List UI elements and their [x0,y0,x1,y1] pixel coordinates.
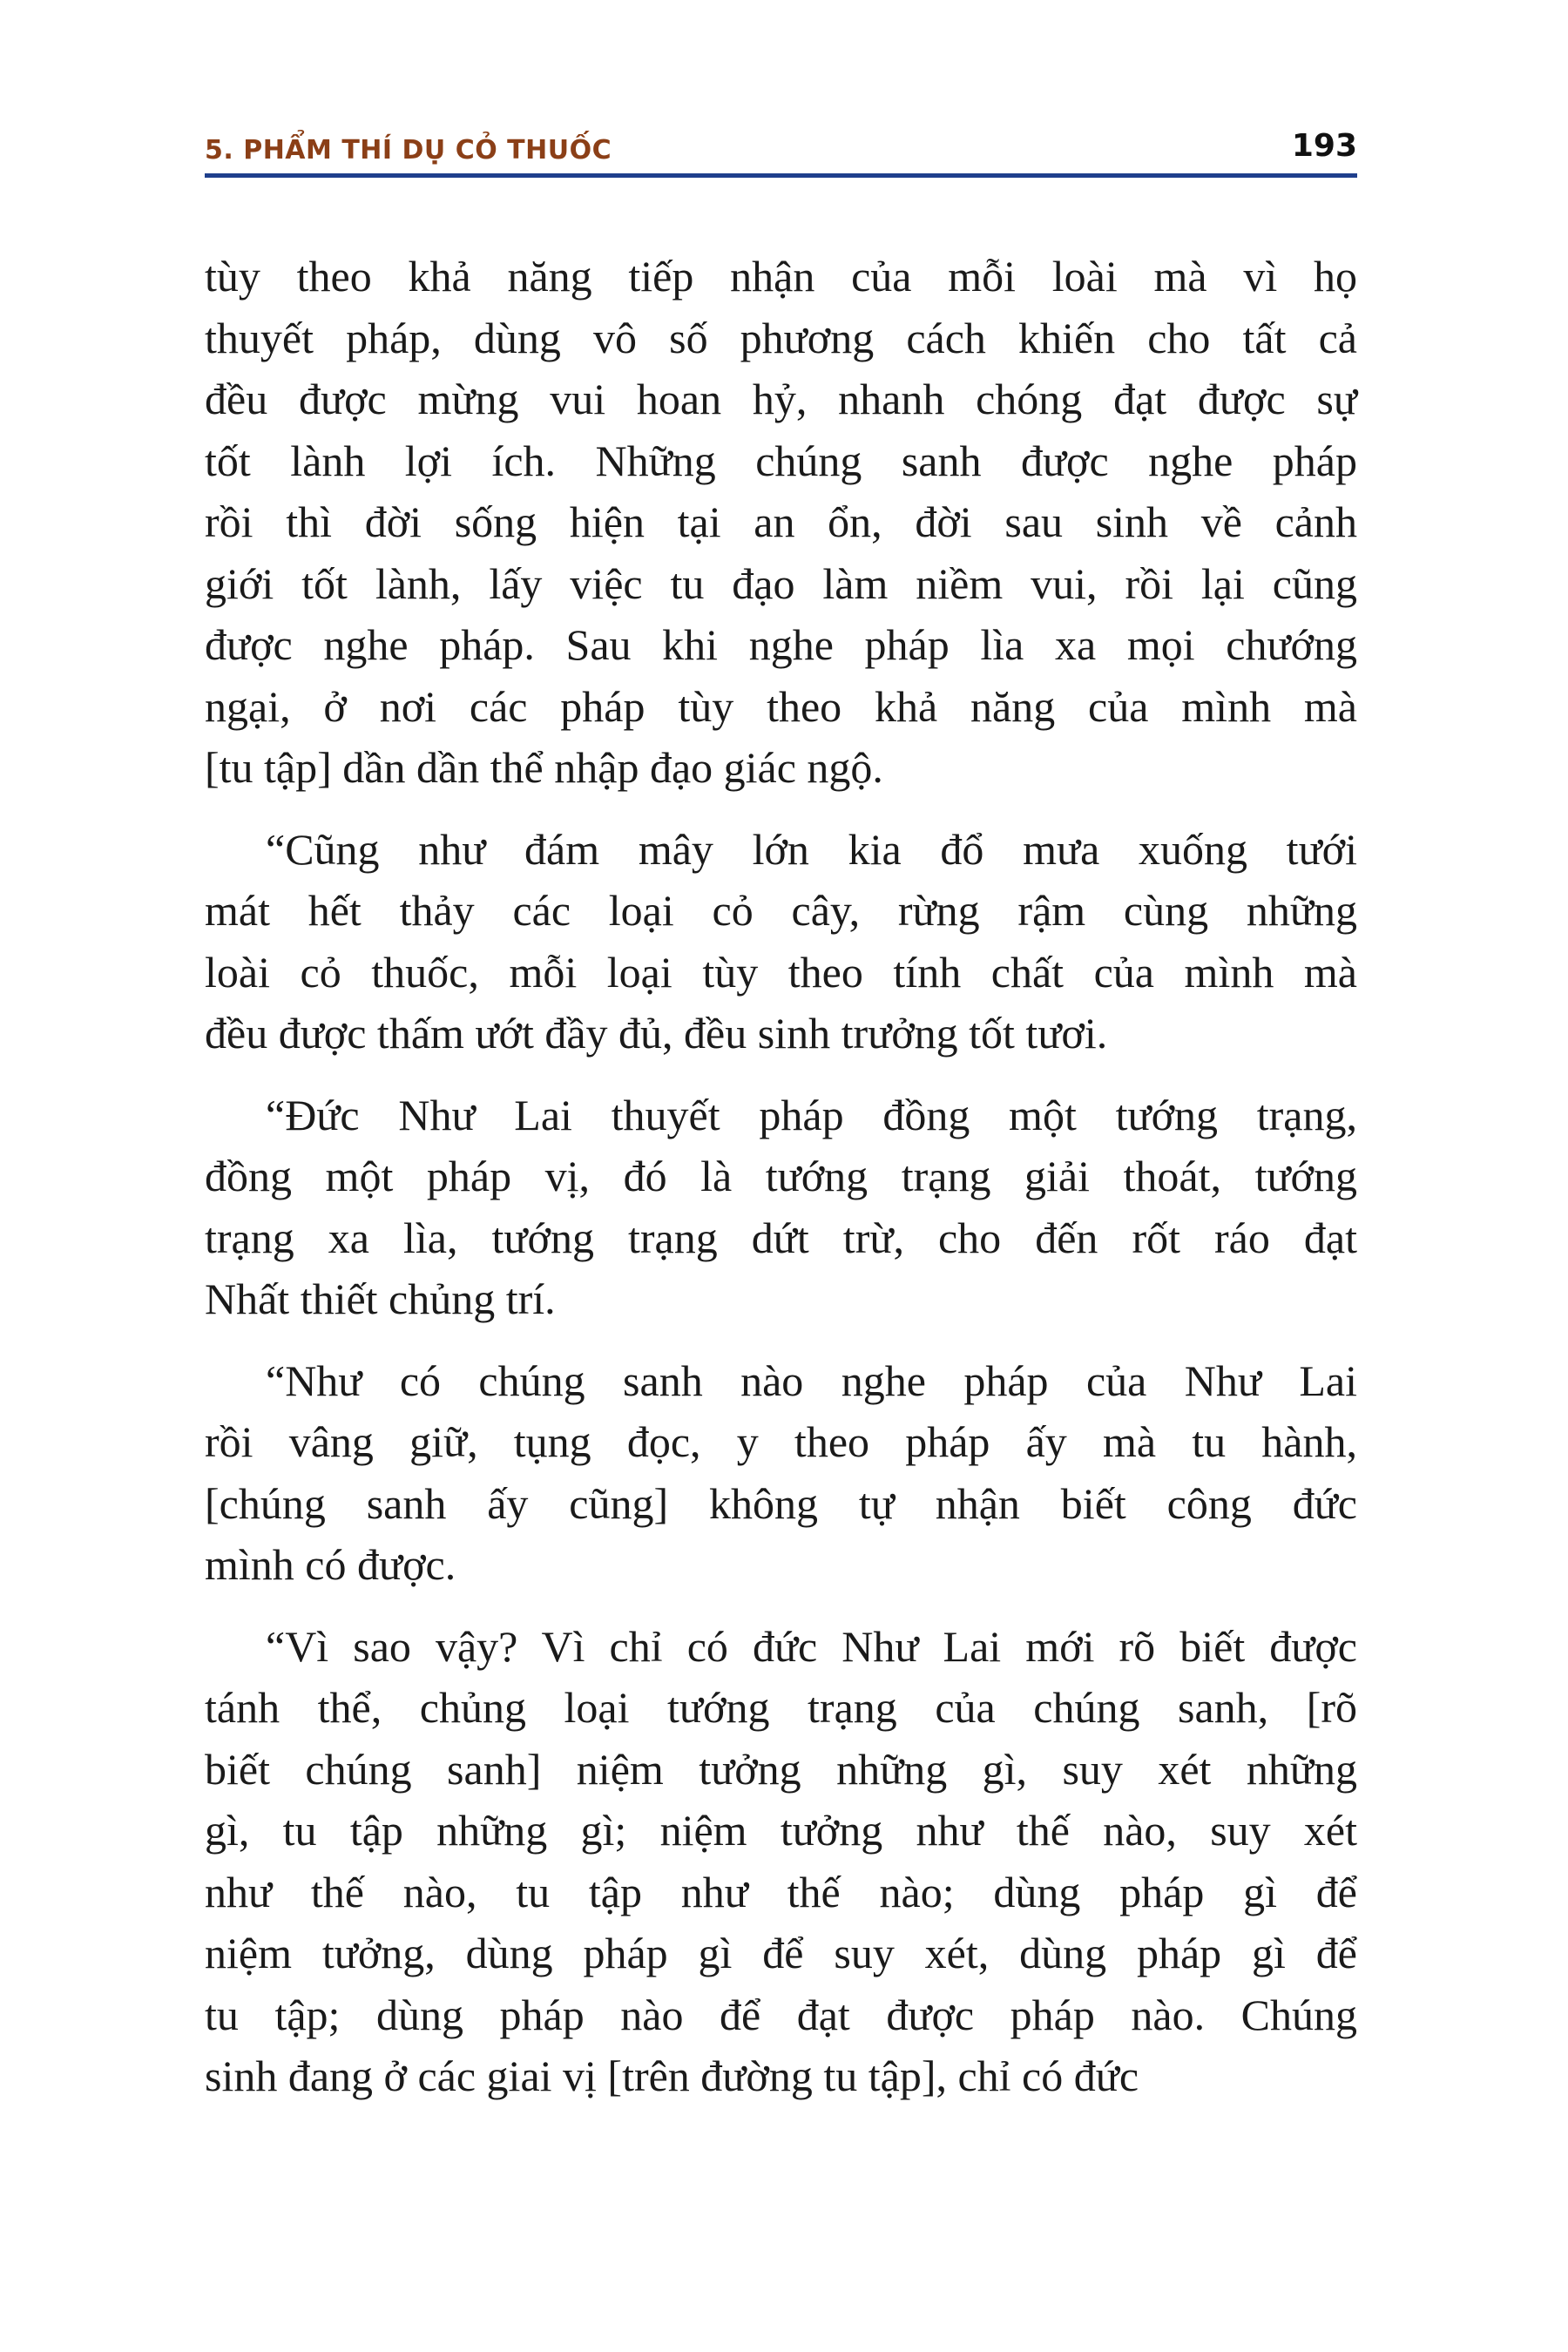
text-line: tu tập; dùng pháp nào để đạt được pháp nào. Chúng [205,1990,1357,2039]
paragraph [205,1085,1357,1330]
text-line: “Đức Như Lai thuyết pháp đồng một tướng trạng, [266,1090,1357,1139]
paragraph [205,246,1357,799]
body-text [205,246,1357,2107]
text-line: “Vì sao vậy? Vì chỉ có đức Như Lai mới rõ biết được [266,1621,1357,1671]
text-line: mát hết thảy các loại cỏ cây, rừng rậm cùng những [205,886,1357,935]
text-line: rồi thì đời sống hiện tại an ổn, đời sau sinh về cảnh [205,497,1357,546]
text-line: mình có được. [205,1540,456,1589]
text-line: rồi vâng giữ, tụng đọc, y theo pháp ấy mà tu hành, [205,1417,1357,1466]
text-line: “Cũng như đám mây lớn kia đổ mưa xuống tưới [266,824,1357,874]
text-line: Nhất thiết chủng trí. [205,1274,556,1323]
text-line: “Như có chúng sanh nào nghe pháp của Như Lai [266,1355,1357,1405]
text-line: giới tốt lành, lấy việc tu đạo làm niềm vui, rồi lại cũng [205,558,1357,608]
text-line: thuyết pháp, dùng vô số phương cách khiến cho tất cả [205,313,1357,362]
text-line: trạng xa lìa, tướng trạng dứt trừ, cho đến rốt ráo đạt [205,1213,1357,1262]
text-line: niệm tưởng, dùng pháp gì để suy xét, dùng pháp gì để [205,1929,1357,1977]
text-line: đều được mừng vui hoan hỷ, nhanh chóng đạt được sự [205,375,1357,423]
text-line: gì, tu tập những gì; niệm tưởng như thế nào, suy xét [205,1806,1357,1855]
chapter-title: 5. PHẨM THÍ DỤ CỎ THUỐC [205,135,612,166]
paragraph [205,1616,1357,2107]
text-line: [chúng sanh ấy cũng] không tự nhận biết công đức [205,1478,1357,1528]
running-header [205,122,1357,174]
text-line: tánh thể, chủng loại tướng trạng của chúng sanh, [rõ [205,1683,1357,1732]
text-line: được nghe pháp. Sau khi nghe pháp lìa xa mọi chướng [205,620,1357,669]
text-line: tùy theo khả năng tiếp nhận của mỗi loài mà vì họ [205,252,1357,301]
text-line: loài cỏ thuốc, mỗi loại tùy theo tính chất của mình mà [205,947,1357,997]
paragraph [205,1350,1357,1596]
header-rule [205,173,1357,178]
text-line: [tu tập] dần dần thể nhập đạo giác ngộ. [205,743,883,792]
text-line: đều được thấm ướt đầy đủ, đều sinh trưởng tốt tươi. [205,1009,1108,1058]
text-line: biết chúng sanh] niệm tưởng những gì, suy xét những [205,1744,1357,1794]
text-line: tốt lành lợi ích. Những chúng sanh được nghe pháp [205,436,1357,485]
paragraph [205,819,1357,1064]
text-line: ngại, ở nơi các pháp tùy theo khả năng của mình mà [205,681,1357,731]
text-line: như thế nào, tu tập như thế nào; dùng pháp gì để [205,1867,1357,1916]
text-line: sinh đang ở các giai vị [trên đường tu tập], chỉ có đức [205,2051,1139,2100]
text-line: đồng một pháp vị, đó là tướng trạng giải thoát, tướng [205,1152,1357,1200]
page-number: 193 [1291,128,1357,164]
